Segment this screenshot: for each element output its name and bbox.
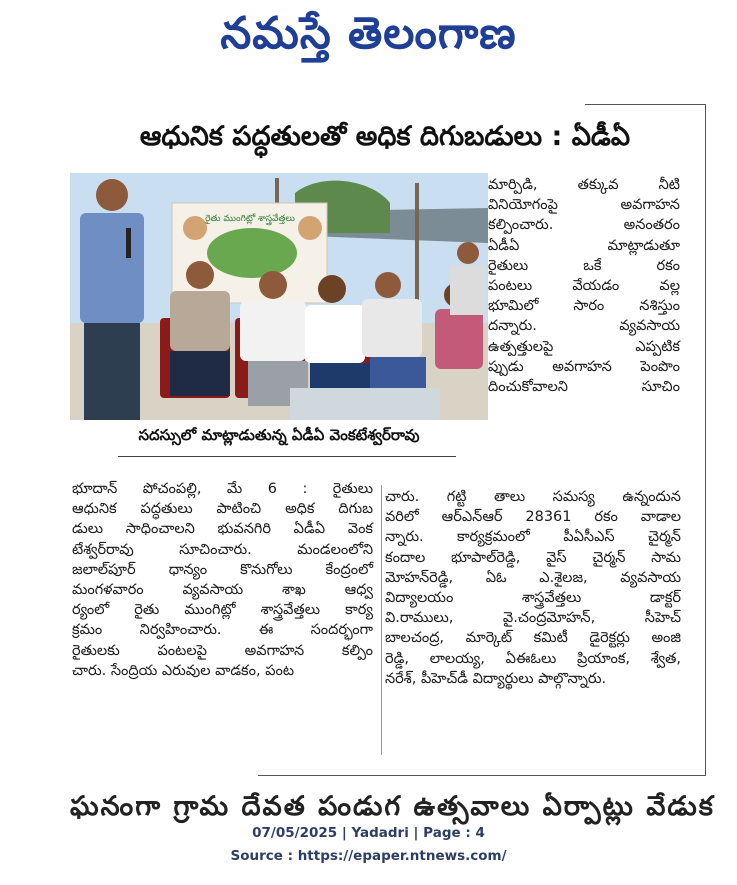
text-line: వినియోగంపై అవగాహన bbox=[488, 197, 680, 214]
caption-rule bbox=[118, 456, 456, 457]
next-headline-text: ఘనంగా గ్రామ దేవత పండుగ ఉత్సవాలు ఏర్పాట్లు వేడుక bbox=[70, 791, 715, 822]
text-line: రైతులు ఒకే రకం bbox=[488, 257, 680, 274]
text-line: పంటలు వేయడం వల్ల bbox=[488, 278, 680, 295]
text-line: నరేశ్, పీహెచ్‌డీ విద్యార్థులు పాల్గొన్నారు. bbox=[385, 670, 607, 687]
text-line: చారు. గట్టి తాలు సమస్య ఉన్నందున bbox=[385, 489, 681, 505]
text-line: వరిలో ఆర్‌ఎన్‌ఆర్ 28361 రకం వాడాల bbox=[385, 509, 681, 526]
next-article-headline-cutoff bbox=[70, 791, 715, 822]
frame-top-rule bbox=[585, 104, 706, 105]
text-line: మార్పిడి, తక్కువ నీటి bbox=[488, 177, 680, 193]
photo-caption: సదస్సులో మాట్లాడుతున్న ఏడీఏ వెంకటేశ్వర్‌రావు bbox=[138, 426, 420, 444]
article-photo bbox=[70, 173, 488, 420]
text-line: న్నారు. కార్యక్రమంలో పీఏసీఎస్ చైర్మన్ bbox=[385, 529, 681, 546]
masthead-title: నమస్తే తెలంగాణ bbox=[220, 8, 517, 59]
text-line: ప్పుడు అవగాహన పెంపొం bbox=[488, 358, 680, 375]
text-line: రెడ్డి, లాలయ్య, ఏఈఓలు ప్రియాంక, శ్వేత, bbox=[385, 650, 681, 667]
text-line: భూదాన్ పోచంపల్లి, మే 6 : రైతులు bbox=[72, 481, 373, 497]
text-line: రైతులకు పంటలపై అవగాహన కల్పిం bbox=[72, 642, 373, 659]
speaker-figure bbox=[80, 179, 144, 420]
text-line: జలాల్‌పూర్ ధాన్యం కొనుగోలు కేంద్రంలో bbox=[72, 561, 373, 578]
banner-text: రైతు ముంగిట్లో శాస్త్రవేత్తలు bbox=[205, 214, 295, 224]
masthead bbox=[0, 6, 737, 72]
text-line: టేశ్వర్‌రావు సూచించారు. మండలంలోని bbox=[72, 541, 373, 558]
photo-illustration bbox=[70, 173, 488, 420]
article-headline: ఆధునిక పద్ధతులతో అధిక దిగుబడులు : ఏడీఏ bbox=[139, 121, 631, 152]
text-line: ఉత్పత్తులపై ఎప్పటిక bbox=[488, 338, 680, 355]
text-line: క్రమం నిర్వహించారు. ఈ సందర్భంగా bbox=[72, 622, 373, 639]
text-line: మంగళవారం వ్యవసాయ శాఖ ఆధ్వ bbox=[72, 582, 373, 599]
article-column-right-bottom bbox=[385, 487, 681, 689]
text-line: విద్యాలయం శాస్త్రవేత్తలు డాక్టర్ bbox=[385, 590, 681, 607]
article-column-right-top bbox=[488, 175, 680, 397]
text-line: చారు. సేంద్రియ ఎరువుల వాడకం, పంట bbox=[72, 662, 295, 679]
text-line: వి.రాములు, వై.చంద్రమోహన్, సీహెచ్ bbox=[385, 610, 681, 627]
text-line: దన్నారు. వ్యవసాయ bbox=[488, 318, 680, 335]
text-line: ఏడీఏ మాట్లాడుతూ bbox=[488, 237, 680, 254]
text-line: ర్యంలో రైతు ముంగిట్లో శాస్త్రవేత్తలు కార్య bbox=[72, 602, 373, 619]
text-line: ఆధునిక పద్ధతులు పాటించి అధిక దిగుబ bbox=[72, 501, 373, 518]
text-line: భూమిలో సారం నశిస్తుం bbox=[488, 298, 680, 315]
text-line: కల్పించారు. అనంతరం bbox=[488, 217, 680, 234]
footer-edition-info: 07/05/2025 | Yadadri | Page : 4 bbox=[252, 825, 485, 841]
text-line: బాలచంద్ర, మార్కెట్ కమిటీ డైరెక్టర్లు అంజి bbox=[385, 630, 681, 647]
text-line: దించుకోవాలని సూచిం bbox=[488, 379, 680, 396]
text-line: డులు సాధించాలని భువనగిరి ఏడీఏ వెంక bbox=[72, 521, 373, 538]
frame-bottom-rule bbox=[258, 775, 706, 776]
footer-source-link[interactable]: Source : https://epaper.ntnews.com/ bbox=[230, 848, 507, 864]
article-column-left bbox=[72, 479, 373, 681]
column-divider bbox=[381, 485, 382, 755]
frame-right-rule bbox=[705, 104, 706, 776]
text-line: కందాల భూపాల్‌రెడ్డి, వైస్ చైర్మన్ సామ bbox=[385, 549, 681, 566]
text-line: మోహన్‌రెడ్డి, ఏఓ ఎ.శైలజ, వ్యవసాయ bbox=[385, 569, 681, 586]
